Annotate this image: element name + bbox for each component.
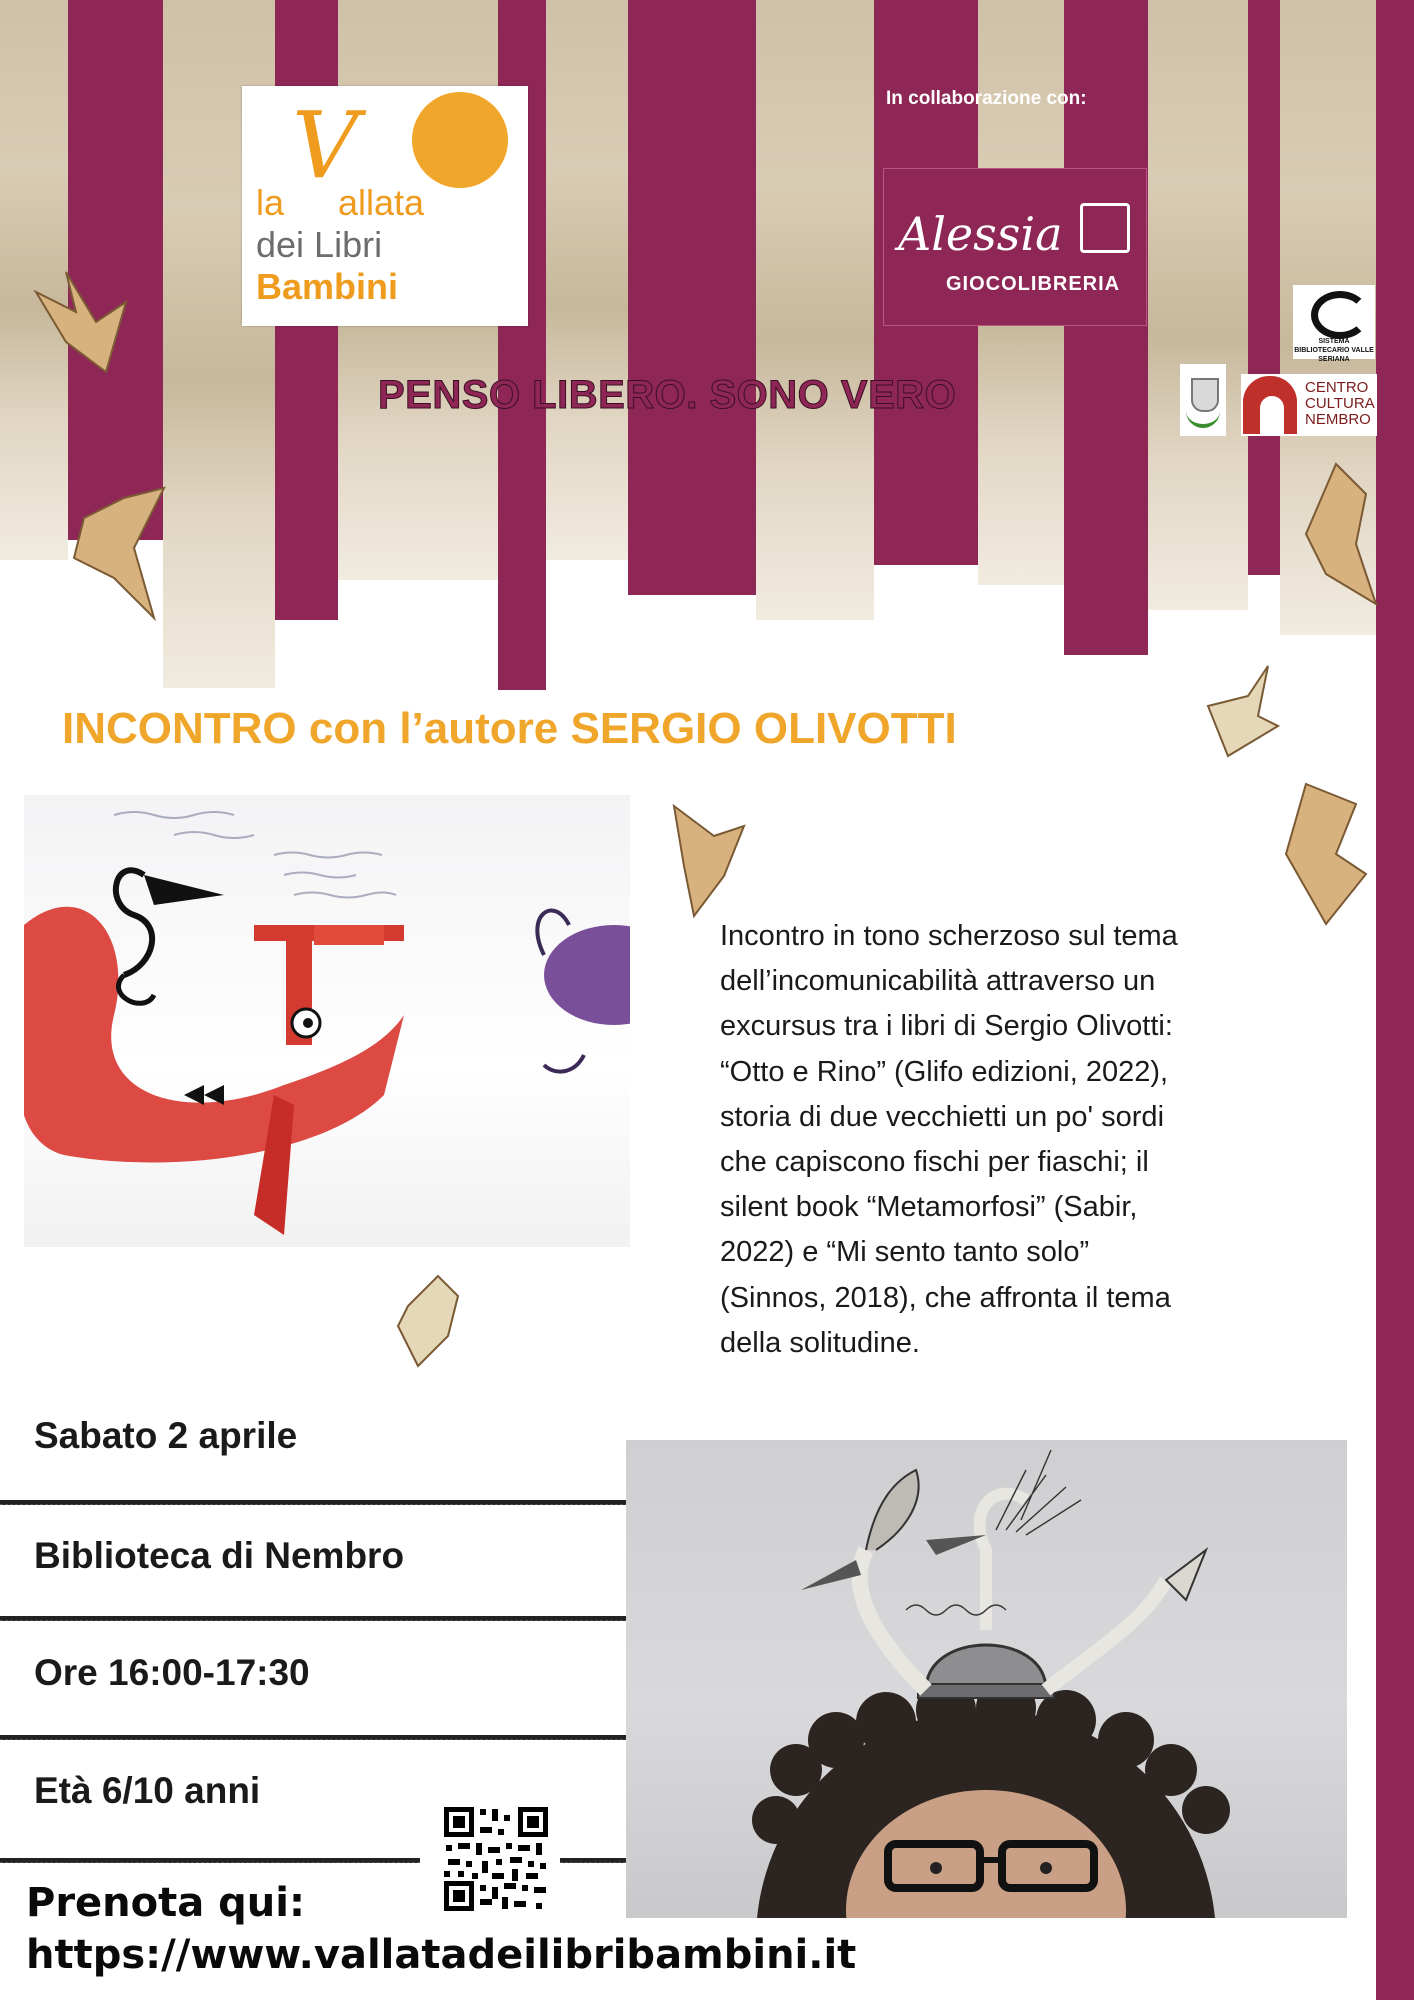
divider bbox=[0, 1500, 628, 1505]
description-line: excursus tra i libri di Sergio Olivotti: bbox=[720, 1010, 1173, 1043]
crest-wreath-icon bbox=[1186, 408, 1220, 428]
logo-text-allata: allata bbox=[338, 182, 425, 223]
alessia-name: Alessia bbox=[898, 207, 1063, 261]
logo-letter-v: V bbox=[292, 92, 359, 199]
toy-icon bbox=[1080, 203, 1130, 253]
description bbox=[720, 914, 1300, 1366]
event-time: Ore 16:00-17:30 bbox=[34, 1652, 310, 1693]
description-line: “Otto e Rino” (Glifo edizioni, 2022), bbox=[720, 1055, 1169, 1088]
booking-url[interactable]: https://www.vallatadeilibribambini.it bbox=[26, 1932, 857, 1978]
stripe bbox=[1148, 0, 1248, 610]
motto-title: PENSO LIBERO. SONO VERO bbox=[378, 373, 957, 417]
stripe bbox=[628, 0, 756, 595]
description-line: dell’incomunicabilità attraverso un bbox=[720, 965, 1156, 998]
description-line: Incontro in tono scherzoso sul tema bbox=[720, 920, 1178, 952]
collaboration-label: In collaborazione con: bbox=[886, 88, 1087, 109]
divider bbox=[0, 1616, 628, 1621]
description-line: che capiscono fischi per fiaschi; il bbox=[720, 1146, 1149, 1179]
divider bbox=[0, 1735, 628, 1740]
origami-bird-icon bbox=[1266, 774, 1370, 932]
description-line: della solitudine. bbox=[720, 1326, 920, 1359]
description-line: (Sinnos, 2018), che affronta il tema bbox=[720, 1281, 1171, 1314]
sistema-text: SISTEMA BIBLIOTECARIO VALLE SERIANA bbox=[1294, 338, 1374, 363]
sistema-bibliotecario-logo bbox=[1293, 285, 1375, 363]
centro-cultura-logo bbox=[1241, 374, 1377, 436]
stripe bbox=[1248, 0, 1280, 575]
sistema-mark-icon bbox=[1311, 291, 1369, 339]
centro-text: CENTRO CULTURA NEMBRO bbox=[1305, 379, 1375, 428]
origami-bird-icon bbox=[1296, 454, 1380, 622]
header-band bbox=[0, 0, 1414, 700]
headline: INCONTRO con l’autore SERGIO OLIVOTTI bbox=[62, 704, 957, 753]
right-edge-bar bbox=[1376, 0, 1414, 2000]
origami-bird-icon bbox=[1198, 656, 1282, 762]
alessia-logo bbox=[883, 168, 1147, 326]
qr-code-icon bbox=[440, 1803, 552, 1915]
description-line: storia di due vecchietti un po' sordi bbox=[720, 1100, 1165, 1133]
comune-crest-logo bbox=[1180, 364, 1226, 436]
origami-bird-icon bbox=[388, 1266, 470, 1370]
origami-bird-icon bbox=[26, 262, 134, 380]
author-photo bbox=[626, 1440, 1347, 1918]
description-line: silent book “Metamorfosi” (Sabir, bbox=[720, 1191, 1138, 1224]
event-age: Età 6/10 anni bbox=[34, 1770, 261, 1811]
booking-label: Prenota qui: bbox=[26, 1880, 305, 1926]
logo-balloon-icon bbox=[412, 92, 508, 188]
divider bbox=[0, 1858, 420, 1863]
book-illustration bbox=[24, 795, 630, 1247]
alessia-sub: GIOCOLIBRERIA bbox=[946, 273, 1121, 295]
origami-bird-icon bbox=[64, 478, 176, 634]
vallata-logo bbox=[242, 86, 528, 326]
event-date: Sabato 2 aprile bbox=[34, 1415, 298, 1456]
arch-icon bbox=[1243, 376, 1297, 434]
description-line: 2022) e “Mi sento tanto solo” bbox=[720, 1236, 1090, 1269]
logo-text-la: la bbox=[256, 182, 285, 223]
logo-text-dei-libri: dei Libri bbox=[256, 224, 383, 265]
divider bbox=[560, 1858, 626, 1863]
origami-bird-icon bbox=[654, 796, 750, 928]
stripe bbox=[546, 0, 628, 560]
crest-shield-icon bbox=[1191, 378, 1219, 412]
logo-text-bambini: Bambini bbox=[256, 266, 399, 307]
event-place: Biblioteca di Nembro bbox=[34, 1535, 405, 1576]
stripe bbox=[756, 0, 874, 620]
